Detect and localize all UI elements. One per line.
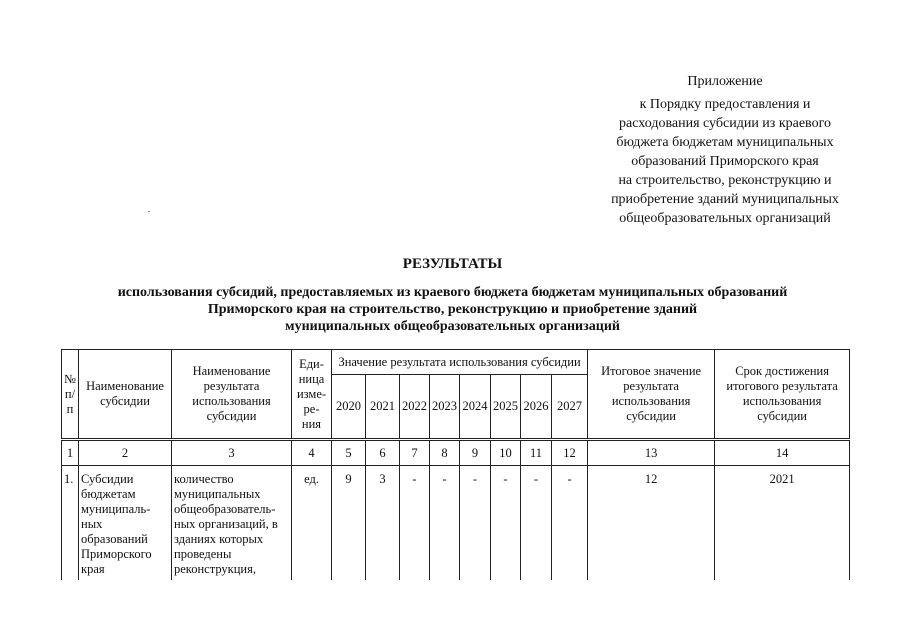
column-number: 6	[366, 440, 400, 466]
appendix-line: приобретение зданий муниципальных	[611, 192, 839, 207]
appendix-title: Приложение	[687, 74, 763, 89]
scan-speck	[148, 211, 150, 212]
column-number: 12	[552, 440, 588, 466]
header-result-name: Наименование результата использования субсидии	[172, 350, 292, 440]
appendix-line: на строительство, реконструкцию и	[618, 173, 832, 188]
row-num: 1.	[62, 466, 79, 581]
results-table	[61, 349, 850, 581]
column-numbers-row	[62, 440, 850, 466]
row-value: -	[491, 466, 521, 581]
header-year: 2024	[460, 375, 491, 440]
header-year: 2020	[332, 375, 366, 440]
row-unit: ед.	[292, 466, 332, 581]
header-final-value: Итоговое значение результата использования субсидии	[588, 350, 715, 440]
page-cutoff	[0, 580, 905, 640]
table-row	[62, 466, 850, 581]
header-year: 2023	[430, 375, 460, 440]
header-year: 2022	[400, 375, 430, 440]
appendix-line: к Порядку предоставления и	[639, 97, 811, 112]
header-row	[62, 350, 850, 375]
appendix-block	[560, 72, 890, 228]
subtitle-line: использования субсидий, предоставляемых из краевого бюджета бюджетам муниципальных образований	[117, 285, 788, 300]
column-number: 13	[588, 440, 715, 466]
subtitle-line: Приморского края на строительство, реконструкцию и приобретение зданий	[207, 302, 698, 317]
header-unit: Еди-ница изме-ре-ния	[292, 350, 332, 440]
appendix-line: бюджета бюджетам муниципальных	[616, 135, 834, 150]
row-value: -	[400, 466, 430, 581]
appendix-line: образований Приморского края	[631, 154, 819, 169]
row-final-value: 12	[588, 466, 715, 581]
header-subsidy-name: Наименование субсидии	[79, 350, 172, 440]
appendix-line: расходования субсидии из краевого	[619, 116, 831, 131]
header-year: 2026	[521, 375, 552, 440]
column-number: 11	[521, 440, 552, 466]
column-number: 9	[460, 440, 491, 466]
row-value: 3	[366, 466, 400, 581]
column-number: 8	[430, 440, 460, 466]
row-value: -	[460, 466, 491, 581]
row-value: -	[552, 466, 588, 581]
row-deadline: 2021	[715, 466, 850, 581]
row-result-name: количество муниципальных общеобразователь-ных организаций, в зданиях которых проведены реконструкция,	[172, 466, 292, 581]
column-number: 1	[62, 440, 79, 466]
row-subsidy-name: Субсидии бюджетам муниципаль-ных образований Приморского края	[79, 466, 172, 581]
document-subtitle	[0, 284, 905, 335]
document-title: РЕЗУЛЬТАТЫ	[402, 256, 503, 272]
header-year: 2021	[366, 375, 400, 440]
header-year: 2025	[491, 375, 521, 440]
subtitle-line: муниципальных общеобразовательных организаций	[285, 319, 620, 334]
header-values-group: Значение результата использования субсидии	[332, 350, 588, 375]
header-deadline: Срок достижения итогового результата использования субсидии	[715, 350, 850, 440]
row-value: -	[521, 466, 552, 581]
column-number: 7	[400, 440, 430, 466]
appendix-line: общеобразовательных организаций	[619, 211, 831, 226]
column-number: 3	[172, 440, 292, 466]
header-year: 2027	[552, 375, 588, 440]
column-number: 2	[79, 440, 172, 466]
column-number: 4	[292, 440, 332, 466]
column-number: 10	[491, 440, 521, 466]
row-value: 9	[332, 466, 366, 581]
row-value: -	[430, 466, 460, 581]
header-num: № п/ п	[62, 350, 79, 440]
column-number: 14	[715, 440, 850, 466]
column-number: 5	[332, 440, 366, 466]
